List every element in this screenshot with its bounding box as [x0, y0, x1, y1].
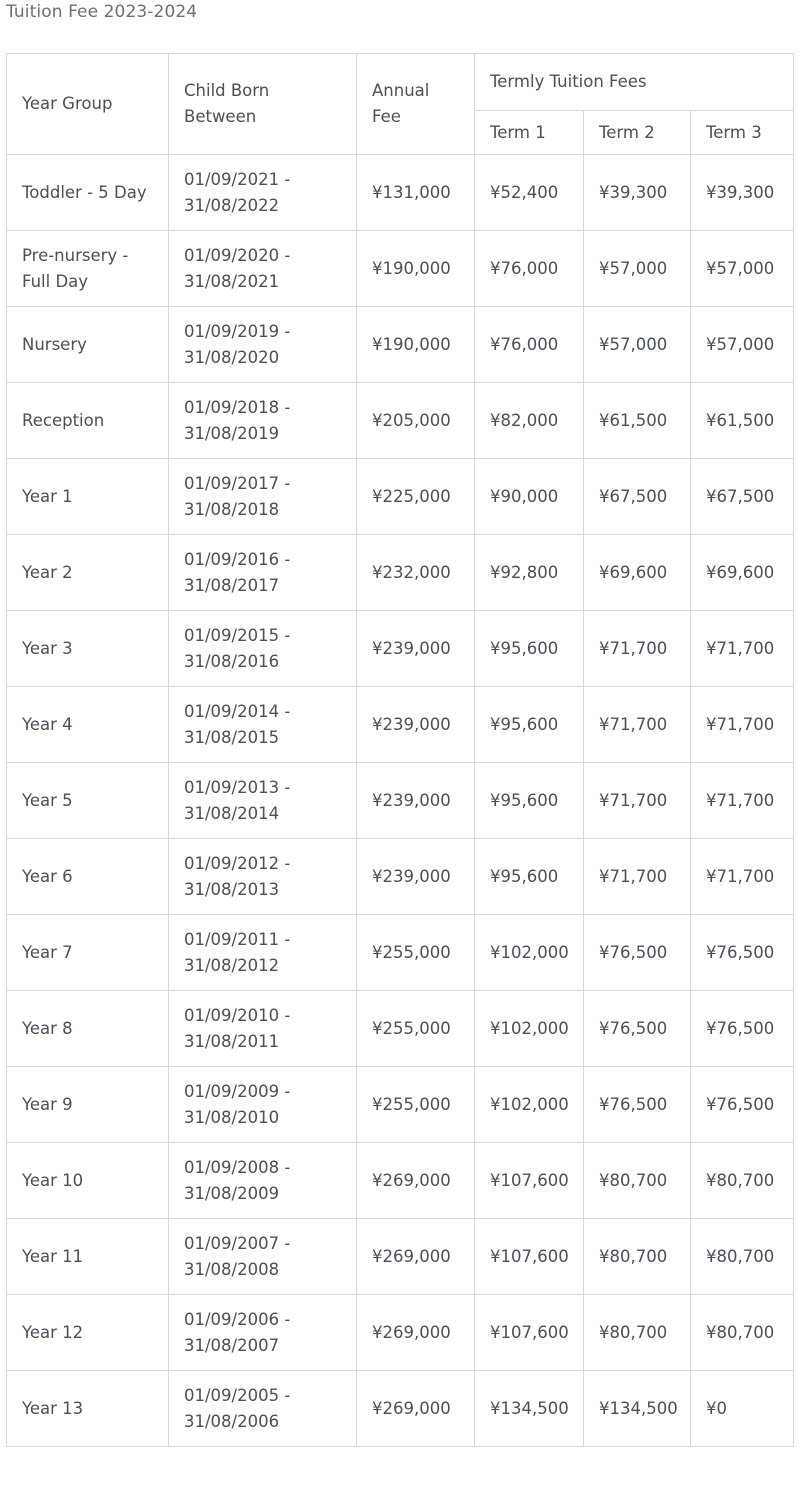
term-1-fee-cell: ¥92,800 — [475, 535, 584, 611]
table-header — [7, 54, 794, 155]
born-between-cell-line: 31/08/2014 — [184, 803, 280, 823]
born-between-cell-line: 01/09/2014 - — [184, 701, 291, 721]
page-title: Tuition Fee 2023-2024 — [6, 2, 198, 22]
annual-fee-cell: ¥269,000 — [357, 1219, 475, 1295]
born-between-cell — [169, 611, 357, 687]
term-2-fee-cell: ¥80,700 — [584, 1295, 691, 1371]
year-group-cell-line: Year 11 — [22, 1246, 84, 1266]
born-between-cell-line: 01/09/2011 - — [184, 929, 291, 949]
table-body — [7, 155, 794, 1447]
year-group-cell — [7, 1143, 169, 1219]
born-between-cell-line: 01/09/2018 - — [184, 397, 291, 417]
born-between-cell-line: 01/09/2007 - — [184, 1233, 291, 1253]
year-group-cell — [7, 839, 169, 915]
header-term-1: Term 1 — [475, 111, 584, 155]
born-between-cell-line: 31/08/2006 — [184, 1411, 280, 1431]
year-group-cell-line: Year 9 — [22, 1094, 73, 1114]
born-between-cell — [169, 1219, 357, 1295]
year-group-cell — [7, 155, 169, 231]
year-group-cell-line: Year 7 — [22, 942, 73, 962]
table-row — [7, 1219, 794, 1295]
annual-fee-cell: ¥255,000 — [357, 991, 475, 1067]
table-row — [7, 459, 794, 535]
term-1-fee-cell: ¥76,000 — [475, 231, 584, 307]
born-between-cell — [169, 1295, 357, 1371]
born-between-cell — [169, 535, 357, 611]
term-3-fee-cell: ¥71,700 — [691, 687, 794, 763]
born-between-cell-line: 31/08/2018 — [184, 499, 280, 519]
table-row — [7, 535, 794, 611]
term-3-fee-cell: ¥71,700 — [691, 611, 794, 687]
term-3-fee-cell: ¥76,500 — [691, 915, 794, 991]
term-3-fee-cell: ¥57,000 — [691, 307, 794, 383]
year-group-cell-line: Year 3 — [22, 638, 73, 658]
term-1-fee-cell: ¥134,500 — [475, 1371, 584, 1447]
born-between-cell-line: 01/09/2010 - — [184, 1005, 291, 1025]
born-between-cell-line: 31/08/2019 — [184, 423, 280, 443]
term-1-fee-cell: ¥102,000 — [475, 915, 584, 991]
term-3-fee-cell: ¥69,600 — [691, 535, 794, 611]
born-between-cell — [169, 991, 357, 1067]
annual-fee-cell: ¥205,000 — [357, 383, 475, 459]
term-2-fee-cell: ¥57,000 — [584, 307, 691, 383]
born-between-cell-line: 31/08/2020 — [184, 347, 280, 367]
header-child-born — [169, 54, 357, 155]
year-group-cell — [7, 1371, 169, 1447]
year-group-cell — [7, 1219, 169, 1295]
term-2-fee-cell: ¥76,500 — [584, 991, 691, 1067]
term-3-fee-cell: ¥80,700 — [691, 1143, 794, 1219]
term-3-fee-cell: ¥0 — [691, 1371, 794, 1447]
year-group-cell — [7, 383, 169, 459]
year-group-cell — [7, 535, 169, 611]
term-1-fee-cell: ¥102,000 — [475, 1067, 584, 1143]
born-between-cell-line: 31/08/2013 — [184, 879, 280, 899]
table-row — [7, 839, 794, 915]
born-between-cell-line: 01/09/2019 - — [184, 321, 291, 341]
year-group-cell-line: Year 12 — [22, 1322, 84, 1342]
born-between-cell — [169, 383, 357, 459]
table-row — [7, 1295, 794, 1371]
term-1-fee-cell: ¥76,000 — [475, 307, 584, 383]
table-row — [7, 155, 794, 231]
table-row — [7, 307, 794, 383]
born-between-cell — [169, 155, 357, 231]
year-group-cell — [7, 611, 169, 687]
table-row — [7, 1371, 794, 1447]
annual-fee-cell: ¥190,000 — [357, 307, 475, 383]
term-3-fee-cell: ¥71,700 — [691, 763, 794, 839]
term-2-fee-cell: ¥134,500 — [584, 1371, 691, 1447]
born-between-cell-line: 01/09/2016 - — [184, 549, 291, 569]
annual-fee-cell: ¥239,000 — [357, 839, 475, 915]
table-row — [7, 231, 794, 307]
term-2-fee-cell: ¥69,600 — [584, 535, 691, 611]
born-between-cell-line: 31/08/2017 — [184, 575, 280, 595]
term-2-fee-cell: ¥71,700 — [584, 687, 691, 763]
annual-fee-cell: ¥190,000 — [357, 231, 475, 307]
born-between-cell-line: 31/08/2012 — [184, 955, 280, 975]
born-between-cell-line: 31/08/2015 — [184, 727, 280, 747]
year-group-cell — [7, 763, 169, 839]
header-child-born-line2: Between — [184, 107, 257, 126]
year-group-cell-line: Reception — [22, 410, 105, 430]
annual-fee-cell: ¥232,000 — [357, 535, 475, 611]
born-between-cell-line: 01/09/2017 - — [184, 473, 291, 493]
header-annual-line2: Fee — [372, 107, 401, 126]
born-between-cell-line: 31/08/2007 — [184, 1335, 280, 1355]
born-between-cell-line: 01/09/2015 - — [184, 625, 291, 645]
term-2-fee-cell: ¥80,700 — [584, 1143, 691, 1219]
table-row — [7, 1143, 794, 1219]
born-between-cell-line: 01/09/2009 - — [184, 1081, 291, 1101]
year-group-cell-line: Nursery — [22, 334, 87, 354]
term-1-fee-cell: ¥102,000 — [475, 991, 584, 1067]
born-between-cell-line: 31/08/2008 — [184, 1259, 280, 1279]
term-3-fee-cell: ¥71,700 — [691, 839, 794, 915]
year-group-cell-line: Toddler - 5 Day — [22, 182, 147, 202]
annual-fee-cell: ¥225,000 — [357, 459, 475, 535]
header-child-born-line1: Child Born — [184, 81, 270, 100]
year-group-cell-line: Year 13 — [22, 1398, 84, 1418]
term-3-fee-cell: ¥76,500 — [691, 1067, 794, 1143]
year-group-cell — [7, 991, 169, 1067]
annual-fee-cell: ¥131,000 — [357, 155, 475, 231]
born-between-cell-line: 01/09/2005 - — [184, 1385, 291, 1405]
annual-fee-cell: ¥239,000 — [357, 763, 475, 839]
term-1-fee-cell: ¥52,400 — [475, 155, 584, 231]
term-3-fee-cell: ¥57,000 — [691, 231, 794, 307]
term-2-fee-cell: ¥80,700 — [584, 1219, 691, 1295]
header-term-3: Term 3 — [691, 111, 794, 155]
year-group-cell-line: Year 6 — [22, 866, 73, 886]
annual-fee-cell: ¥239,000 — [357, 611, 475, 687]
table-row — [7, 1067, 794, 1143]
year-group-cell — [7, 915, 169, 991]
term-3-fee-cell: ¥61,500 — [691, 383, 794, 459]
term-3-fee-cell: ¥39,300 — [691, 155, 794, 231]
tuition-fee-table — [6, 53, 794, 1447]
born-between-cell — [169, 307, 357, 383]
born-between-cell-line: 31/08/2010 — [184, 1107, 280, 1127]
born-between-cell — [169, 839, 357, 915]
born-between-cell-line: 31/08/2016 — [184, 651, 280, 671]
term-3-fee-cell: ¥80,700 — [691, 1295, 794, 1371]
year-group-cell-line: Full Day — [22, 271, 89, 291]
born-between-cell — [169, 459, 357, 535]
table-row — [7, 687, 794, 763]
header-annual-fee — [357, 54, 475, 155]
born-between-cell-line: 01/09/2006 - — [184, 1309, 291, 1329]
year-group-cell — [7, 687, 169, 763]
year-group-cell — [7, 459, 169, 535]
born-between-cell — [169, 687, 357, 763]
year-group-cell — [7, 231, 169, 307]
born-between-cell-line: 01/09/2012 - — [184, 853, 291, 873]
term-3-fee-cell: ¥67,500 — [691, 459, 794, 535]
term-2-fee-cell: ¥71,700 — [584, 839, 691, 915]
annual-fee-cell: ¥255,000 — [357, 915, 475, 991]
term-2-fee-cell: ¥71,700 — [584, 763, 691, 839]
year-group-cell-line: Year 4 — [22, 714, 73, 734]
term-1-fee-cell: ¥107,600 — [475, 1295, 584, 1371]
year-group-cell-line: Pre-nursery - — [22, 245, 129, 265]
header-row-1 — [7, 54, 794, 111]
term-2-fee-cell: ¥76,500 — [584, 915, 691, 991]
header-annual-line1: Annual — [372, 81, 430, 100]
term-2-fee-cell: ¥57,000 — [584, 231, 691, 307]
born-between-cell-line: 31/08/2022 — [184, 195, 280, 215]
born-between-cell-line: 01/09/2020 - — [184, 245, 291, 265]
term-2-fee-cell: ¥76,500 — [584, 1067, 691, 1143]
term-1-fee-cell: ¥95,600 — [475, 763, 584, 839]
year-group-cell-line: Year 2 — [22, 562, 73, 582]
born-between-cell-line: 31/08/2021 — [184, 271, 280, 291]
table-row — [7, 763, 794, 839]
born-between-cell — [169, 1143, 357, 1219]
header-termly-fees: Termly Tuition Fees — [475, 54, 794, 111]
header-year-group: Year Group — [7, 54, 169, 155]
born-between-cell-line: 01/09/2013 - — [184, 777, 291, 797]
term-1-fee-cell: ¥107,600 — [475, 1143, 584, 1219]
born-between-cell-line: 31/08/2011 — [184, 1031, 280, 1051]
annual-fee-cell: ¥269,000 — [357, 1295, 475, 1371]
annual-fee-cell: ¥269,000 — [357, 1143, 475, 1219]
term-3-fee-cell: ¥80,700 — [691, 1219, 794, 1295]
header-term-2: Term 2 — [584, 111, 691, 155]
year-group-cell-line: Year 10 — [22, 1170, 84, 1190]
table-row — [7, 611, 794, 687]
term-2-fee-cell: ¥67,500 — [584, 459, 691, 535]
born-between-cell-line: 31/08/2009 — [184, 1183, 280, 1203]
born-between-cell — [169, 763, 357, 839]
table-row — [7, 991, 794, 1067]
year-group-cell — [7, 1295, 169, 1371]
term-2-fee-cell: ¥71,700 — [584, 611, 691, 687]
annual-fee-cell: ¥255,000 — [357, 1067, 475, 1143]
born-between-cell — [169, 1067, 357, 1143]
term-1-fee-cell: ¥95,600 — [475, 611, 584, 687]
term-1-fee-cell: ¥107,600 — [475, 1219, 584, 1295]
term-1-fee-cell: ¥90,000 — [475, 459, 584, 535]
term-3-fee-cell: ¥76,500 — [691, 991, 794, 1067]
term-1-fee-cell: ¥95,600 — [475, 839, 584, 915]
year-group-cell — [7, 1067, 169, 1143]
born-between-cell — [169, 915, 357, 991]
born-between-cell-line: 01/09/2021 - — [184, 169, 291, 189]
year-group-cell-line: Year 5 — [22, 790, 73, 810]
born-between-cell — [169, 231, 357, 307]
annual-fee-cell: ¥269,000 — [357, 1371, 475, 1447]
born-between-cell — [169, 1371, 357, 1447]
table-row — [7, 383, 794, 459]
annual-fee-cell: ¥239,000 — [357, 687, 475, 763]
term-1-fee-cell: ¥82,000 — [475, 383, 584, 459]
born-between-cell-line: 01/09/2008 - — [184, 1157, 291, 1177]
year-group-cell-line: Year 1 — [22, 486, 73, 506]
table-row — [7, 915, 794, 991]
term-1-fee-cell: ¥95,600 — [475, 687, 584, 763]
year-group-cell-line: Year 8 — [22, 1018, 73, 1038]
year-group-cell — [7, 307, 169, 383]
term-2-fee-cell: ¥61,500 — [584, 383, 691, 459]
term-2-fee-cell: ¥39,300 — [584, 155, 691, 231]
